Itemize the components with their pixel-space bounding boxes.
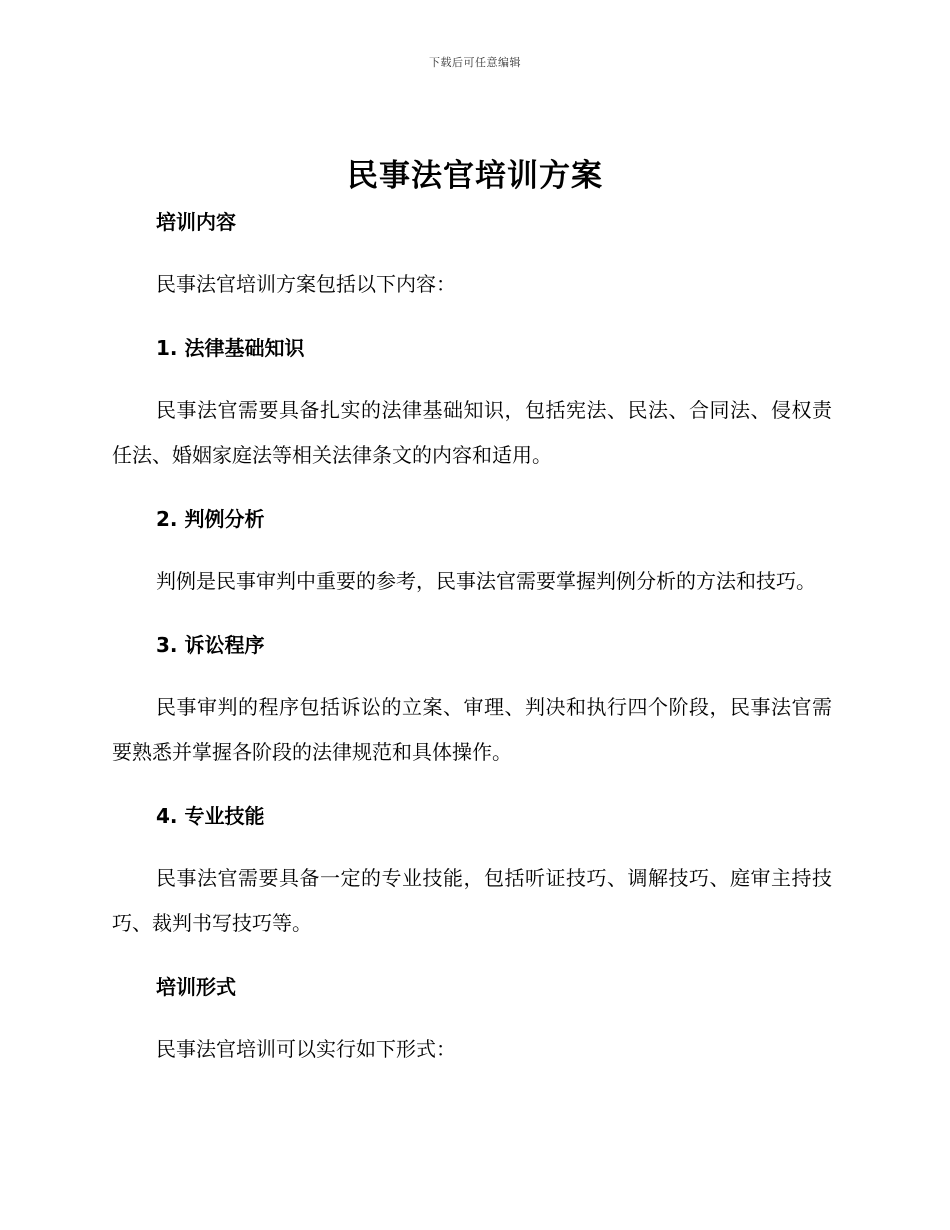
page-header-note: 下载后可任意编辑 (429, 56, 521, 69)
paragraph-legal-basics: 民事法官需要具备扎实的法律基础知识，包括宪法、民法、合同法、侵权责任法、婚姻家庭法等相关法律条文的内容和适用。 (112, 398, 832, 467)
paragraph-training-format: 民事法官培训可以实行如下形式： (156, 1037, 456, 1061)
paragraph-intro: 民事法官培训方案包括以下内容： (156, 272, 456, 296)
section-heading-case-analysis: 2. 判例分析 (156, 507, 265, 531)
paragraph-litigation-procedure: 民事审判的程序包括诉讼的立案、审理、判决和执行四个阶段，民事法官需要熟悉并掌握各阶段的法律规范和具体操作。 (112, 695, 832, 764)
section-heading-professional-skills: 4. 专业技能 (156, 804, 265, 828)
paragraph-professional-skills: 民事法官需要具备一定的专业技能，包括听证技巧、调解技巧、庭审主持技巧、裁判书写技巧等。 (112, 866, 832, 935)
section-heading-training-content: 培训内容 (156, 210, 236, 234)
section-heading-training-format: 培训形式 (156, 975, 236, 999)
paragraph-case-analysis: 判例是民事审判中重要的参考，民事法官需要掌握判例分析的方法和技巧。 (156, 569, 816, 593)
document-title: 民事法官培训方案 (347, 158, 603, 194)
section-heading-litigation-procedure: 3. 诉讼程序 (156, 633, 265, 657)
document-body (112, 205, 832, 1072)
section-heading-legal-basics: 1. 法律基础知识 (156, 336, 305, 360)
